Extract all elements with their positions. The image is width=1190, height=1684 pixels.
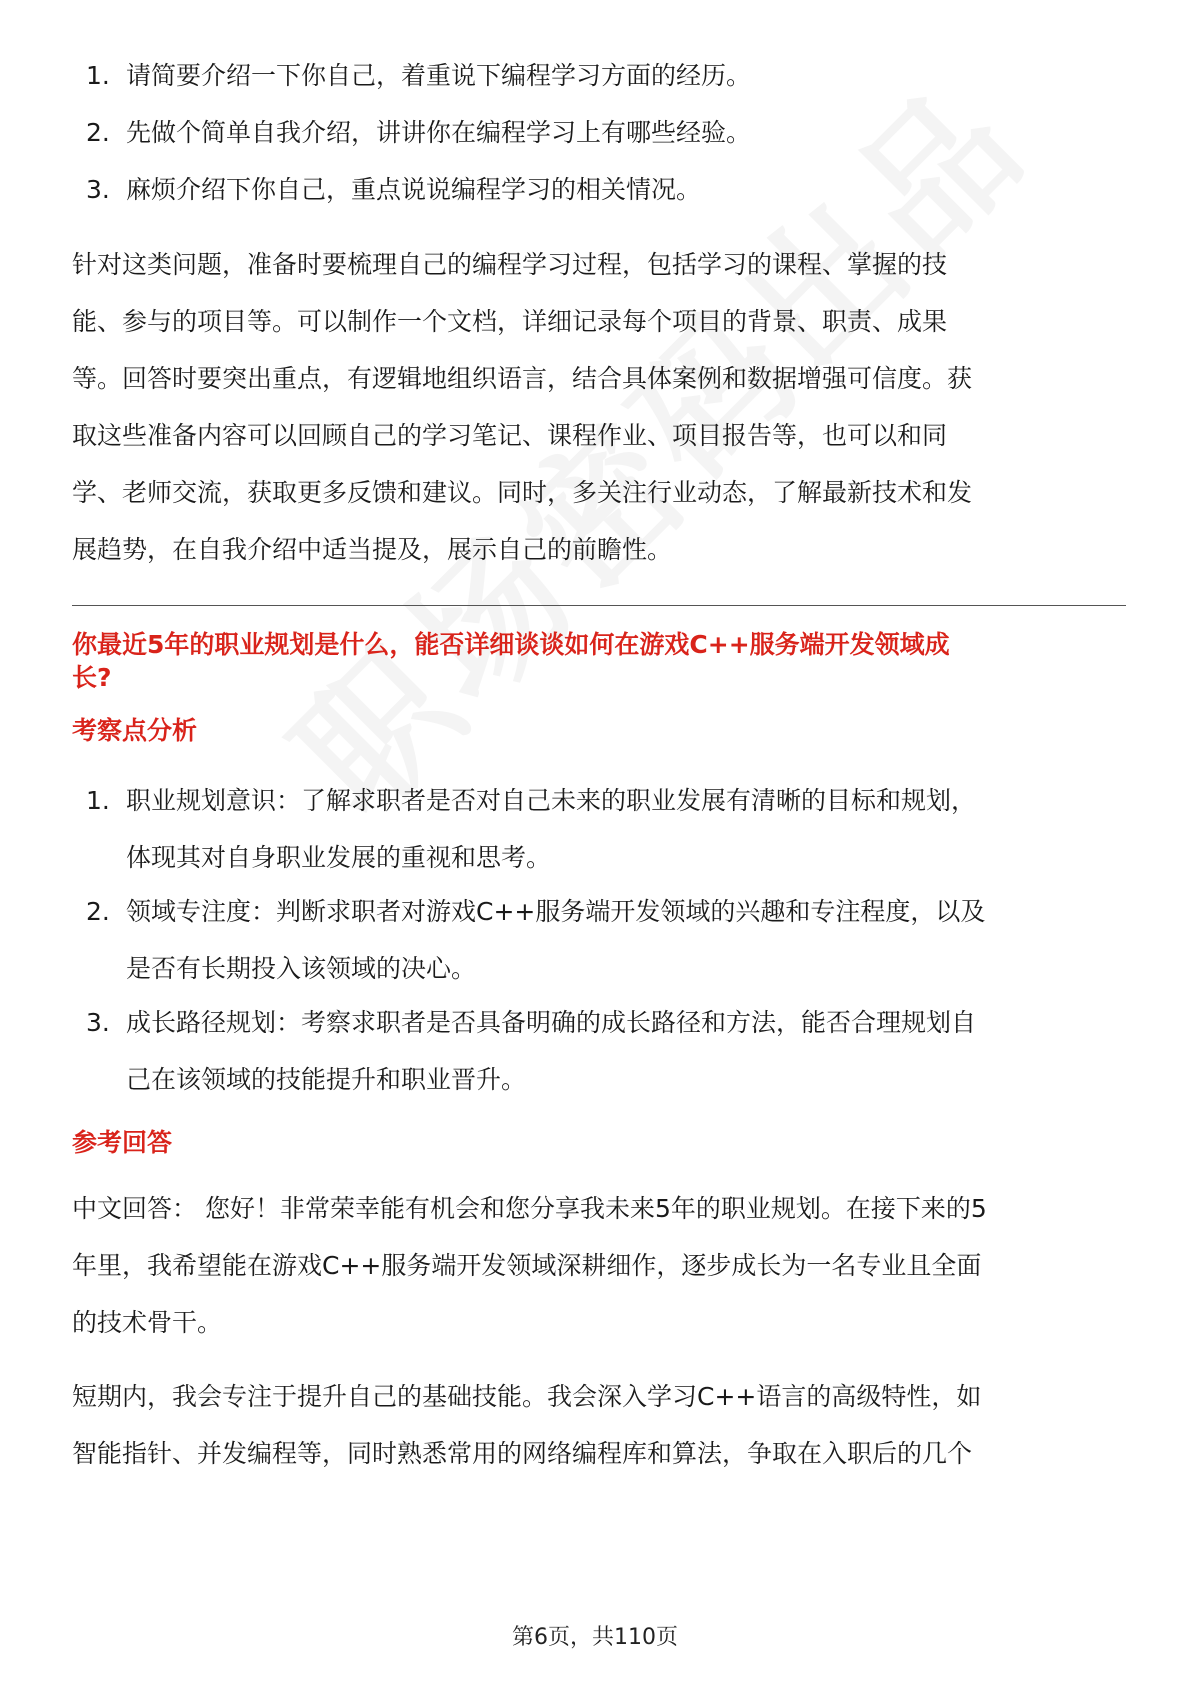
analysis-heading: 考察点分析 xyxy=(72,716,198,745)
question-variants-list xyxy=(72,47,1126,218)
list-item: 3. 成长路径规划：考察求职者是否具备明确的成长路径和方法，能否合理规划自 己在该领域的技能提升和职业晋升。 xyxy=(86,1008,977,1094)
page-number-footer: 第6页，共110页 xyxy=(512,1625,678,1650)
section-divider xyxy=(72,605,1126,606)
list-item: 3. 麻烦介绍下你自己，重点说说编程学习的相关情况。 xyxy=(86,175,702,204)
preparation-paragraph: 针对这类问题，准备时要梳理自己的编程学习过程，包括学习的课程、掌握的技 能、参与的项目等。可以制作一个文档，详细记录每个项目的背景、职责、成果 等。回答时要突出重点，有逻辑地组织语言，结合具体案例和数据增强可信度。获 取这些准备内容可以回顾自己的学习笔记、课程作业、项目报告等，也可以和同 学、老师交流，获取更多反馈和建议。同时，多关注行业动态，了解最新技术和发 展趋势，在自我介绍中适当提及，展示自己的前瞻性。 xyxy=(72,250,973,564)
analysis-list xyxy=(72,772,1126,1108)
list-item: 2. 领域专注度：判断求职者对游戏C++服务端开发领域的兴趣和专注程度，以及 是否有长期投入该领域的决心。 xyxy=(86,897,986,983)
answer-paragraph-2: 短期内，我会专注于提升自己的基础技能。我会深入学习C++语言的高级特性，如 智能指针、并发编程等，同时熟悉常用的网络编程库和算法，争取在入职后的几个 xyxy=(72,1382,982,1468)
answer-paragraph-1: 中文回答： 您好！非常荣幸能有机会和您分享我未来5年的职业规划。在接下来的5 年里，我希望能在游戏C++服务端开发领域深耕细作，逐步成长为一名专业且全面 的技术骨干。 xyxy=(72,1194,987,1337)
list-item: 1. 职业规划意识：了解求职者是否对自己未来的职业发展有清晰的目标和规划， 体现其对自身职业发展的重视和思考。 xyxy=(86,786,977,872)
question-title: 你最近5年的职业规划是什么，能否详细谈谈如何在游戏C++服务端开发领域成 长? xyxy=(72,630,950,692)
list-item: 1. 请简要介绍一下你自己，着重说下编程学习方面的经历。 xyxy=(86,61,752,90)
list-item: 2. 先做个简单自我介绍，讲讲你在编程学习上有哪些经验。 xyxy=(86,118,752,147)
answer-heading: 参考回答 xyxy=(72,1128,173,1157)
